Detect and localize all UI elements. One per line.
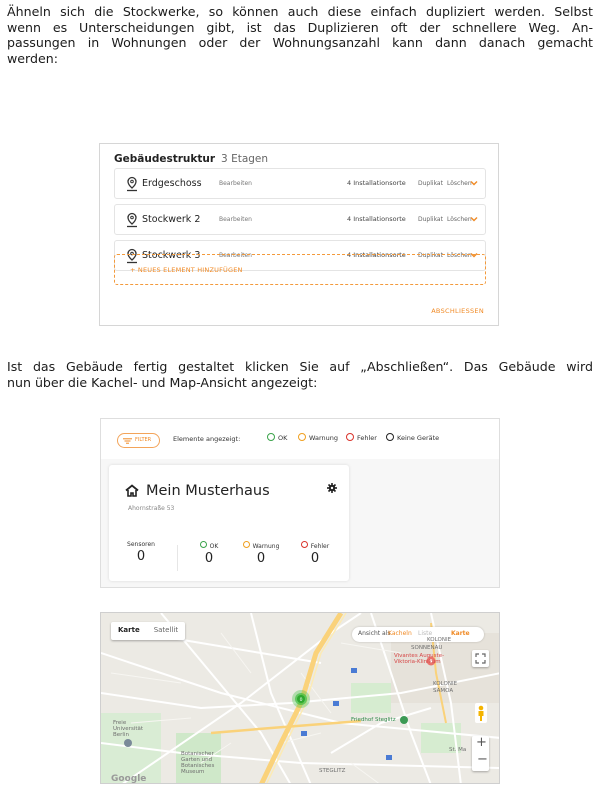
- legend-ok[interactable]: OK: [267, 433, 287, 442]
- intro-line: passungen in Wohnungen oder der Wohnungsanzahl kann dann danach gemacht: [7, 35, 593, 50]
- error-stat: Fehler 0: [289, 541, 341, 566]
- warning-stat: Warnung 0: [235, 541, 287, 566]
- view-list-link[interactable]: Liste: [418, 630, 433, 637]
- install-count: 4 Installationsorte: [347, 251, 406, 259]
- chevron-down-icon[interactable]: [469, 178, 479, 188]
- floor-count: 3 Etagen: [221, 153, 269, 165]
- floor-name: Erdgeschoss: [142, 178, 202, 189]
- map-label: SONNENAU: [411, 645, 443, 651]
- delete-button[interactable]: Löschen: [447, 252, 472, 259]
- map-type-map[interactable]: Karte: [118, 626, 140, 634]
- status-none-icon: [386, 433, 394, 441]
- filter-icon: [123, 438, 132, 444]
- legend-warning[interactable]: Warnung: [298, 433, 338, 442]
- legend-no-devices[interactable]: Keine Geräte: [386, 433, 439, 442]
- edit-link[interactable]: Bearbeiten: [219, 252, 252, 259]
- filter-label: FILTER: [135, 437, 152, 443]
- view-label: Ansicht als: [358, 630, 391, 637]
- map-type-toggle[interactable]: [111, 622, 185, 640]
- ok-stat: OK 0: [183, 541, 235, 566]
- gear-icon[interactable]: [327, 483, 337, 493]
- finish-button[interactable]: ABSCHLIESSEN: [431, 307, 484, 315]
- fullscreen-button[interactable]: [472, 650, 489, 667]
- building-name: Mein Musterhaus: [146, 483, 270, 499]
- fullscreen-icon: [472, 650, 489, 667]
- stat-divider: [177, 545, 178, 571]
- building-card[interactable]: [109, 465, 349, 581]
- map-label: Friedhof Steglitz: [351, 717, 396, 723]
- duplicate-button[interactable]: Duplikat: [418, 252, 443, 259]
- zoom-out-icon[interactable]: −: [477, 752, 488, 767]
- add-element-button[interactable]: [114, 254, 486, 285]
- floor-name: Stockwerk 3: [142, 250, 201, 261]
- map-view-screenshot: [100, 612, 500, 784]
- zoom-in-icon[interactable]: +: [476, 735, 487, 750]
- duplicate-button[interactable]: Duplikat: [418, 180, 443, 187]
- edit-link[interactable]: Bearbeiten: [219, 216, 252, 223]
- building-address: Ahornstraße 53: [128, 505, 175, 512]
- edit-link[interactable]: Bearbeiten: [219, 180, 252, 187]
- filter-bar: [101, 419, 499, 459]
- street-view-pegman-icon[interactable]: [475, 703, 487, 723]
- map-type-satellite[interactable]: Satellit: [153, 626, 179, 634]
- install-count: 4 Installationsorte: [347, 179, 406, 187]
- building-structure-screenshot: [99, 143, 499, 326]
- google-logo: Google: [111, 774, 147, 784]
- intro-paragraph: [7, 4, 593, 66]
- intro-line: wenn es Unterscheidungen gibt, ist das Duplizieren oft der schnellere Weg. An-: [7, 19, 593, 35]
- outro-paragraph: [7, 359, 593, 390]
- legend-error[interactable]: Fehler: [346, 433, 377, 442]
- map-label: KOLONIE: [427, 637, 452, 643]
- install-count: 4 Installationsorte: [347, 215, 406, 223]
- map-label: St. Ma: [449, 747, 467, 753]
- sensor-stat: Sensoren 0: [127, 541, 155, 564]
- map-label: Botanischer Garten und Botanisches Museum: [181, 751, 215, 775]
- location-pin-icon: [125, 176, 139, 192]
- status-error-icon: [346, 433, 354, 441]
- location-pin-icon: [125, 212, 139, 228]
- home-icon: [125, 484, 139, 497]
- map-label: STEGLITZ: [319, 768, 346, 774]
- outro-line: Ist das Gebäude fertig gestaltet klicken Sie auf „Abschließen“. Das Gebäude wird: [7, 359, 593, 374]
- status-ok-icon: [200, 541, 207, 548]
- status-error-icon: [301, 541, 308, 548]
- map-marker-count[interactable]: 0: [299, 698, 303, 703]
- intro-line: Ähneln sich die Stockwerke, so können auch diese einfach dupliziert werden. Selbst: [7, 4, 593, 19]
- status-warning-icon: [243, 541, 250, 548]
- chevron-down-icon[interactable]: [469, 214, 479, 224]
- status-warning-icon: [298, 433, 306, 441]
- floor-name: Stockwerk 2: [142, 214, 201, 225]
- status-ok-icon: [267, 433, 275, 441]
- floor-row[interactable]: [114, 168, 486, 199]
- map-label: KOLONIE SAMOA: [433, 681, 458, 694]
- zoom-control[interactable]: [472, 736, 489, 771]
- delete-button[interactable]: Löschen: [447, 180, 472, 187]
- duplicate-button[interactable]: Duplikat: [418, 216, 443, 223]
- legend-label: Elemente angezeigt:: [173, 435, 241, 443]
- floor-row[interactable]: [114, 204, 486, 235]
- add-element-label: + NEUES ELEMENT HINZUFÜGEN: [130, 266, 243, 274]
- view-switcher: [352, 627, 484, 642]
- view-tiles-link[interactable]: Kacheln: [388, 630, 412, 637]
- delete-button[interactable]: Löschen: [447, 216, 472, 223]
- tile-view-screenshot: [100, 418, 500, 588]
- structure-title: Gebäudestruktur 3 Etagen: [114, 153, 269, 165]
- map-label: Freie Universität Berlin: [113, 720, 144, 738]
- filter-button[interactable]: [117, 433, 160, 448]
- view-map-link[interactable]: Karte: [451, 630, 470, 637]
- outro-line: nun über die Kachel- und Map-Ansicht angezeigt:: [7, 374, 318, 390]
- map-label: Vivantes Auguste-Viktoria-Klinikum: [394, 653, 445, 665]
- intro-line: werden:: [7, 50, 58, 66]
